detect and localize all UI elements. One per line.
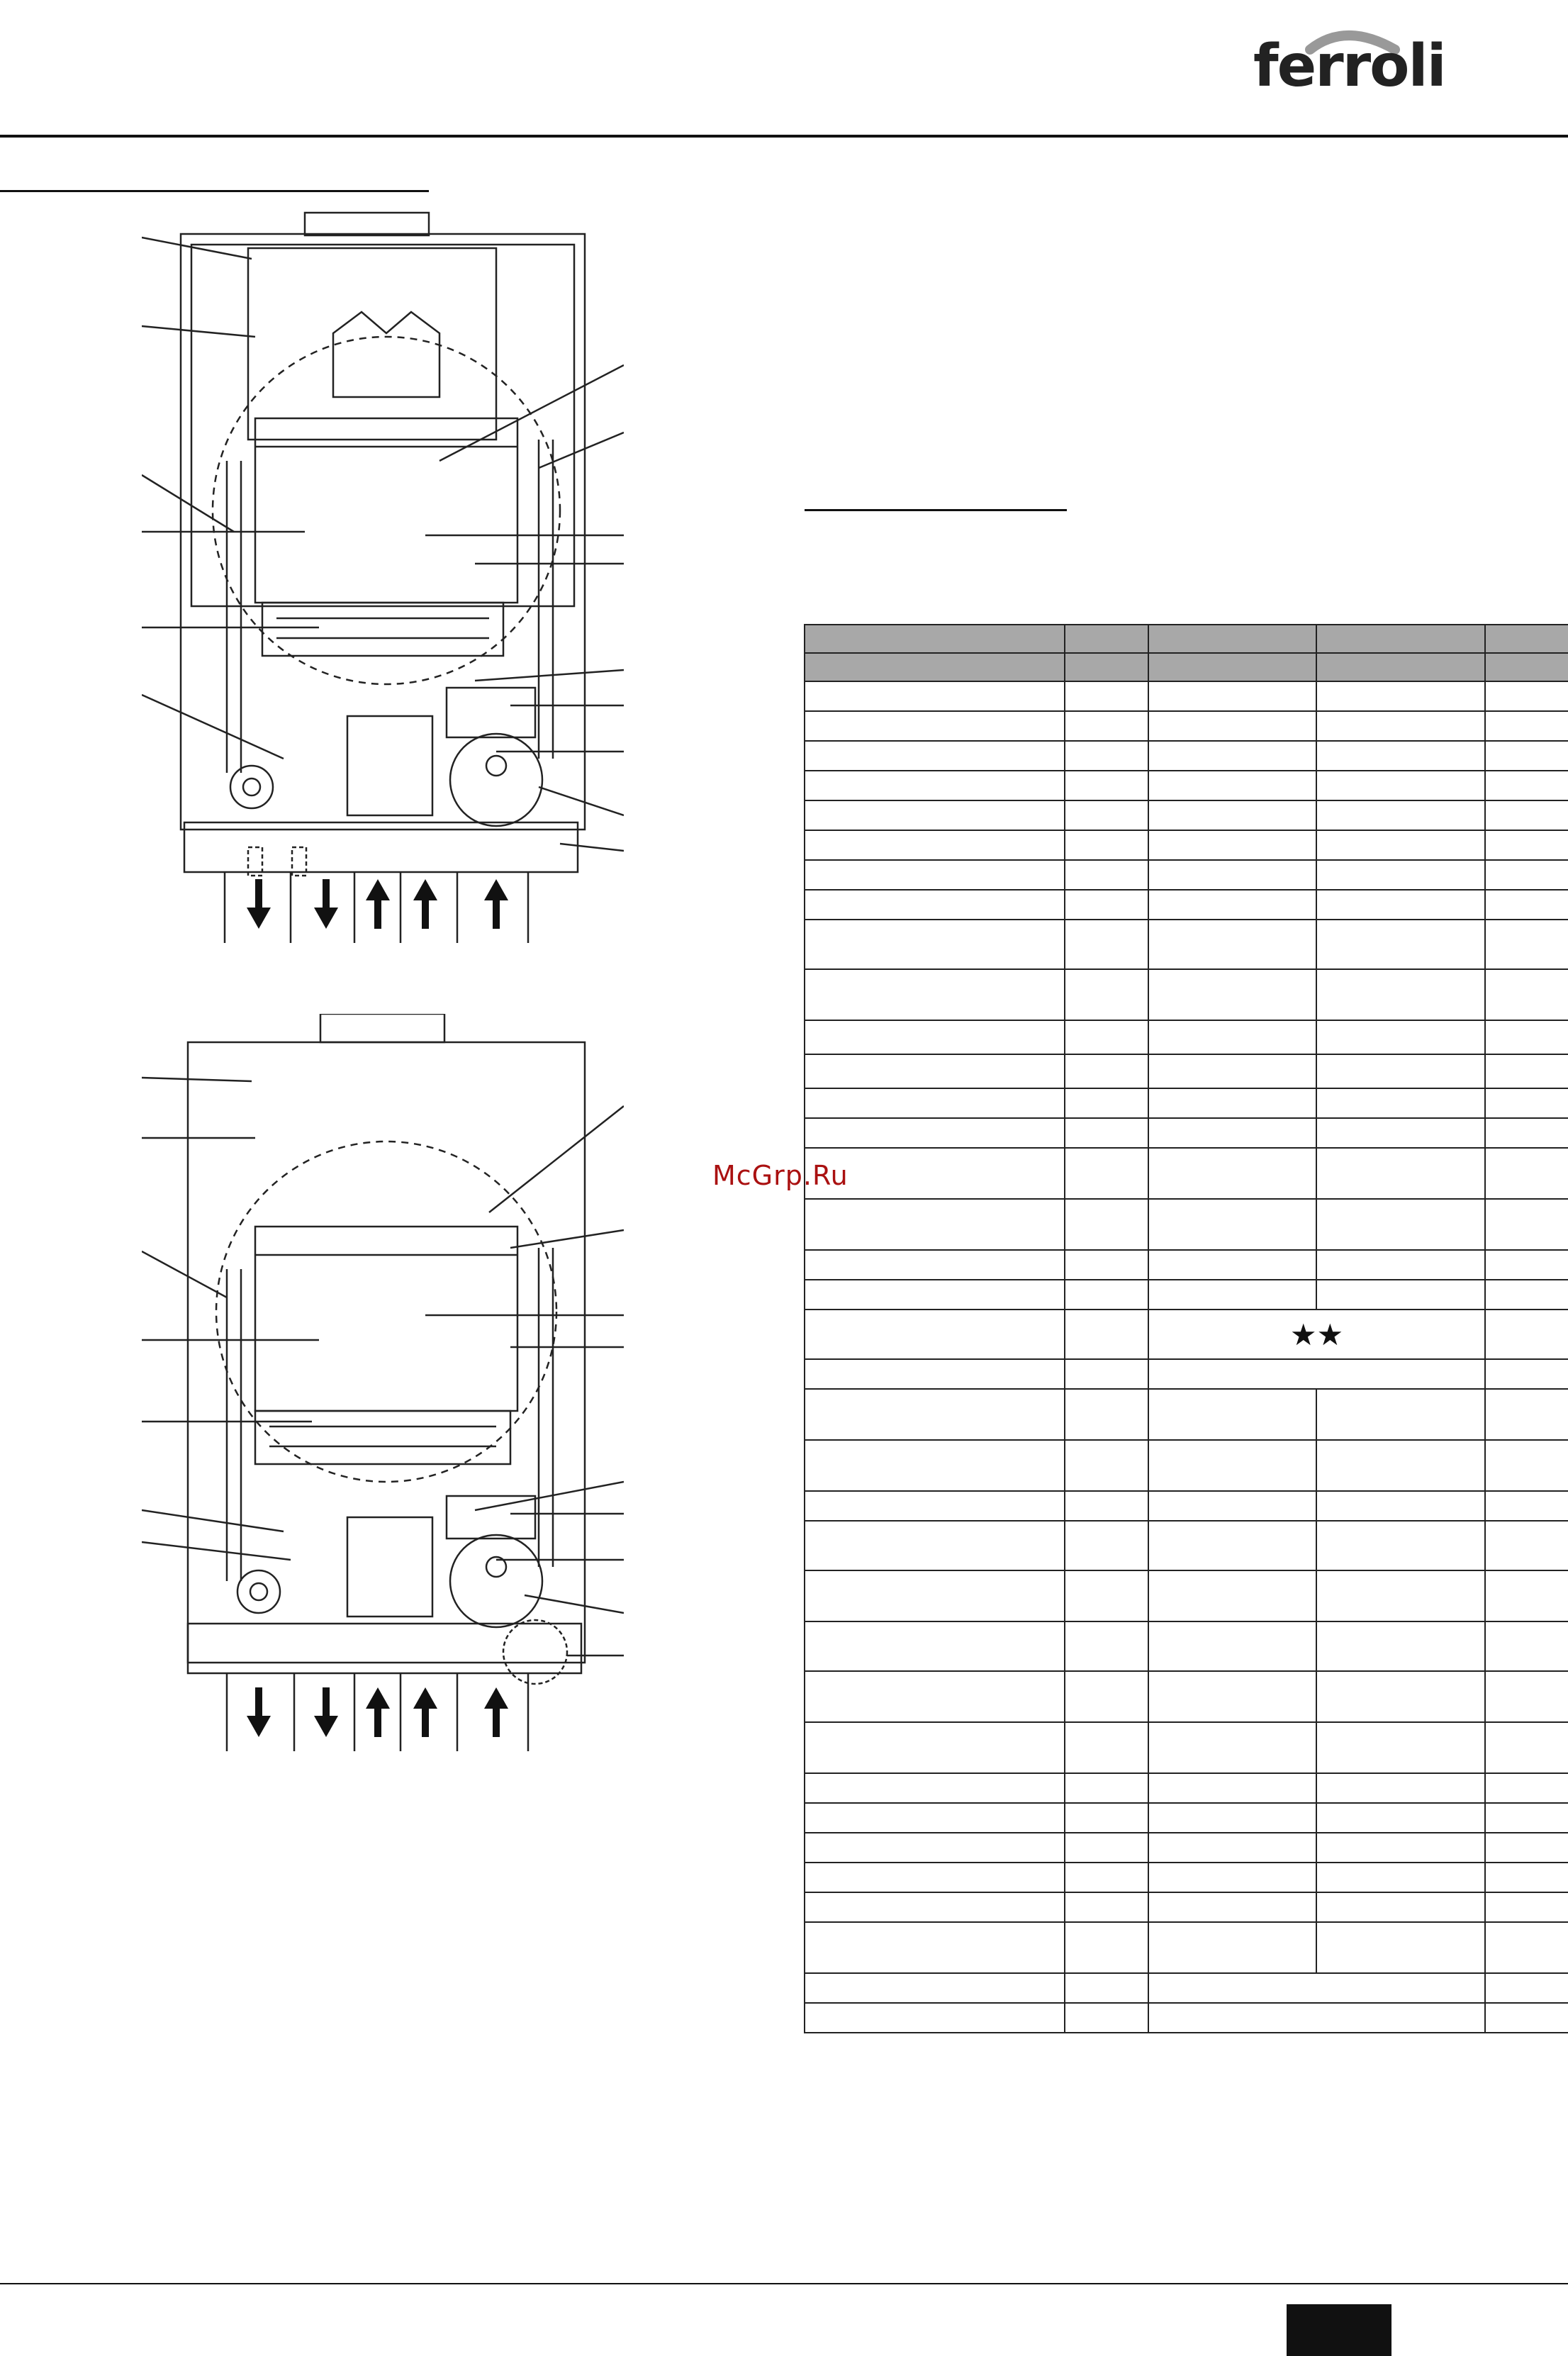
table-cell — [805, 1359, 1065, 1389]
table-cell — [805, 1020, 1065, 1054]
table-cell — [1485, 1359, 1568, 1389]
table-row — [805, 1054, 1568, 1088]
table-cell — [1485, 741, 1568, 771]
table-cell — [1065, 1722, 1148, 1773]
table-cell — [1485, 1892, 1568, 1922]
table-cell — [1316, 1803, 1485, 1833]
table-cell — [1485, 1250, 1568, 1280]
table-cell — [805, 1310, 1065, 1359]
table-cell — [1148, 1020, 1316, 1054]
table-cell — [1485, 1440, 1568, 1491]
table-cell — [1065, 1088, 1148, 1118]
table-cell — [1316, 1054, 1485, 1088]
table-cell — [1148, 1250, 1316, 1280]
table-cell — [1316, 830, 1485, 860]
table-cell — [1065, 1671, 1148, 1722]
table-cell — [1065, 741, 1148, 771]
table-cell — [1148, 1570, 1316, 1621]
table-cell — [1485, 800, 1568, 830]
table-cell — [1065, 711, 1148, 741]
boiler-diagram-lower — [142, 1014, 624, 1765]
table-cell — [1316, 1892, 1485, 1922]
table-cell — [805, 1088, 1065, 1118]
table-cell — [1148, 1310, 1485, 1359]
table-cell — [805, 1803, 1065, 1833]
table-cell — [1065, 1773, 1148, 1803]
table-cell — [1485, 1054, 1568, 1088]
table-cell — [1148, 1491, 1316, 1521]
arrow-down-icon — [314, 879, 338, 929]
table-cell — [1316, 1440, 1485, 1491]
table-cell — [1316, 625, 1485, 653]
table-cell — [1316, 1250, 1485, 1280]
table-cell — [1148, 1973, 1485, 2003]
table-cell — [1316, 1922, 1485, 1973]
table-row — [805, 1973, 1568, 2003]
table-cell — [1148, 1833, 1316, 1863]
table-cell — [1148, 1722, 1316, 1773]
table-row — [805, 1833, 1568, 1863]
table-cell — [1485, 2003, 1568, 2033]
table-cell — [1485, 1863, 1568, 1892]
table-cell — [1485, 1199, 1568, 1250]
table-row — [805, 1922, 1568, 1973]
table-cell — [805, 1521, 1065, 1570]
table-cell — [1148, 1280, 1316, 1310]
table-cell — [1065, 920, 1148, 969]
table-cell — [1065, 625, 1148, 653]
table-cell — [805, 1280, 1065, 1310]
table-cell — [1485, 1521, 1568, 1570]
table-cell — [1485, 681, 1568, 711]
table-cell — [1065, 1359, 1148, 1389]
table-cell — [805, 1833, 1065, 1863]
table-row — [805, 1491, 1568, 1521]
table-cell — [1148, 2003, 1485, 2033]
table-row — [805, 681, 1568, 711]
table-cell — [805, 1973, 1065, 2003]
table-cell — [1065, 1250, 1148, 1280]
table-cell — [1316, 1280, 1485, 1310]
table-row — [805, 2003, 1568, 2033]
table-cell — [1485, 1773, 1568, 1803]
table-cell — [1316, 890, 1485, 920]
table-row — [805, 969, 1568, 1020]
ferroli-logo — [1253, 28, 1445, 106]
table-cell — [1485, 771, 1568, 800]
table-cell — [1485, 1671, 1568, 1722]
table-cell — [805, 1671, 1065, 1722]
table-cell — [1065, 1863, 1148, 1892]
table-row — [805, 1892, 1568, 1922]
table-cell — [1148, 1054, 1316, 1088]
table-row — [805, 1389, 1568, 1440]
table-row — [805, 1440, 1568, 1491]
table-row — [805, 741, 1568, 771]
table-cell — [1148, 830, 1316, 860]
watermark-text: McGrp.Ru — [712, 1160, 849, 1191]
table-row — [805, 1280, 1568, 1310]
table-cell — [1316, 1020, 1485, 1054]
table-cell — [805, 1054, 1065, 1088]
table-cell — [805, 860, 1065, 890]
table-cell — [1148, 1671, 1316, 1722]
table-row — [805, 1118, 1568, 1148]
table-cell — [1316, 1491, 1485, 1521]
table-cell — [1148, 1088, 1316, 1118]
arrow-down-icon — [247, 879, 271, 929]
table-cell — [1485, 1621, 1568, 1671]
table-cell — [1485, 1088, 1568, 1118]
page-number-tab — [1287, 2304, 1391, 2356]
table-cell — [1485, 830, 1568, 860]
table-cell — [1316, 1621, 1485, 1671]
table-row — [805, 1621, 1568, 1671]
table-cell — [1065, 1491, 1148, 1521]
table-cell — [1065, 1892, 1148, 1922]
table-cell — [1148, 860, 1316, 890]
table-cell — [1065, 1803, 1148, 1833]
table-row — [805, 1020, 1568, 1054]
table-cell — [1485, 920, 1568, 969]
table-cell — [1148, 1389, 1316, 1440]
table-row — [805, 920, 1568, 969]
table-row — [805, 830, 1568, 860]
table-cell — [1485, 1803, 1568, 1833]
table-row — [805, 1803, 1568, 1833]
table-cell — [805, 830, 1065, 860]
table-cell — [805, 1389, 1065, 1440]
table-row — [805, 1773, 1568, 1803]
table-cell — [1148, 1440, 1316, 1491]
table-cell — [805, 969, 1065, 1020]
table-row — [805, 1199, 1568, 1250]
table-cell — [1148, 1621, 1316, 1671]
arrow-up-icon — [413, 879, 437, 929]
section-rule-right — [805, 509, 1067, 511]
table-cell — [1065, 1440, 1148, 1491]
table-cell — [1065, 890, 1148, 920]
table-cell — [1148, 625, 1316, 653]
table-cell — [1485, 1722, 1568, 1773]
arrow-up-icon — [366, 1687, 390, 1737]
table-cell — [1485, 969, 1568, 1020]
table-cell — [1316, 1722, 1485, 1773]
table-cell — [805, 1863, 1065, 1892]
table-cell — [1485, 890, 1568, 920]
table-cell — [1065, 800, 1148, 830]
table-cell — [1316, 1199, 1485, 1250]
logo-wordmark: ferroli — [1253, 33, 1445, 100]
table-cell — [1148, 711, 1316, 741]
table-cell — [1316, 653, 1485, 681]
table-cell — [1316, 1773, 1485, 1803]
spec-table — [804, 624, 1568, 2033]
table-cell — [1065, 681, 1148, 711]
table-cell — [805, 1570, 1065, 1621]
table-cell — [1065, 1020, 1148, 1054]
table-cell — [1485, 1020, 1568, 1054]
table-row — [805, 771, 1568, 800]
table-cell — [1316, 920, 1485, 969]
table-cell — [1485, 625, 1568, 653]
table-cell — [1148, 1521, 1316, 1570]
star-rating-icon: ★★ — [1289, 1317, 1344, 1352]
table-cell — [1148, 1922, 1316, 1973]
table-cell — [1316, 1671, 1485, 1722]
table-cell — [1148, 920, 1316, 969]
table-cell — [1148, 741, 1316, 771]
table-cell — [805, 1148, 1065, 1199]
table-cell — [1148, 890, 1316, 920]
table-row — [805, 625, 1568, 653]
table-cell — [1065, 1973, 1148, 2003]
table-cell — [1065, 771, 1148, 800]
table-cell — [1065, 1054, 1148, 1088]
table-cell — [1316, 1148, 1485, 1199]
table-cell — [1148, 681, 1316, 711]
table-cell — [1485, 1833, 1568, 1863]
table-cell — [1148, 1773, 1316, 1803]
table-cell — [1316, 1833, 1485, 1863]
table-cell — [1065, 830, 1148, 860]
table-row — [805, 890, 1568, 920]
table-cell — [1316, 860, 1485, 890]
table-row — [805, 1863, 1568, 1892]
table-row — [805, 711, 1568, 741]
table-cell — [805, 1118, 1065, 1148]
table-row — [805, 1310, 1568, 1359]
table-cell — [805, 1199, 1065, 1250]
table-cell — [805, 1922, 1065, 1973]
table-cell — [1316, 1521, 1485, 1570]
table-cell — [1485, 1148, 1568, 1199]
table-cell — [805, 1722, 1065, 1773]
arrow-up-icon — [484, 879, 508, 929]
table-row — [805, 800, 1568, 830]
table-cell — [1065, 1621, 1148, 1671]
table-cell — [805, 2003, 1065, 2033]
table-cell — [1485, 1389, 1568, 1440]
table-cell — [1065, 2003, 1148, 2033]
table-cell — [805, 1773, 1065, 1803]
arrow-up-icon — [484, 1687, 508, 1737]
table-cell — [1485, 1310, 1568, 1359]
table-cell — [1316, 711, 1485, 741]
table-cell — [805, 1621, 1065, 1671]
table-cell — [1065, 653, 1148, 681]
table-cell — [1316, 800, 1485, 830]
table-cell — [1316, 1118, 1485, 1148]
table-cell — [1316, 969, 1485, 1020]
table-cell — [1485, 1491, 1568, 1521]
header-rule — [0, 135, 1568, 138]
table-cell — [1148, 800, 1316, 830]
table-cell — [1485, 1570, 1568, 1621]
table-row — [805, 1671, 1568, 1722]
table-cell — [1065, 1310, 1148, 1359]
table-cell — [1065, 1389, 1148, 1440]
table-row — [805, 653, 1568, 681]
table-row — [805, 1722, 1568, 1773]
table-cell — [1316, 741, 1485, 771]
table-cell — [1065, 969, 1148, 1020]
table-cell — [805, 890, 1065, 920]
table-cell — [1065, 1148, 1148, 1199]
table-cell — [1148, 653, 1316, 681]
table-cell — [805, 625, 1065, 653]
table-cell — [1485, 1280, 1568, 1310]
table-cell — [1485, 711, 1568, 741]
table-cell — [1316, 1570, 1485, 1621]
table-row — [805, 1359, 1568, 1389]
table-cell — [805, 800, 1065, 830]
arrow-down-icon — [247, 1687, 271, 1737]
table-cell — [1316, 1863, 1485, 1892]
table-cell — [1485, 653, 1568, 681]
arrow-down-icon — [314, 1687, 338, 1737]
table-row — [805, 1570, 1568, 1621]
table-cell — [805, 771, 1065, 800]
table-cell — [1148, 969, 1316, 1020]
table-cell — [1148, 1892, 1316, 1922]
table-cell — [1485, 860, 1568, 890]
arrow-up-icon — [366, 879, 390, 929]
table-cell — [1485, 1922, 1568, 1973]
table-row — [805, 1250, 1568, 1280]
table-row — [805, 860, 1568, 890]
table-cell — [1065, 1833, 1148, 1863]
table-cell — [1316, 1088, 1485, 1118]
table-cell — [805, 1440, 1065, 1491]
table-cell — [805, 711, 1065, 741]
table-cell — [1065, 860, 1148, 890]
table-cell — [1148, 1359, 1485, 1389]
table-cell — [1148, 1118, 1316, 1148]
table-cell — [1316, 771, 1485, 800]
table-cell — [1148, 1803, 1316, 1833]
table-cell — [1065, 1280, 1148, 1310]
table-cell — [1065, 1199, 1148, 1250]
spec-table-body — [805, 625, 1568, 2033]
table-cell — [1485, 1118, 1568, 1148]
table-cell — [805, 741, 1065, 771]
table-cell — [1148, 1863, 1316, 1892]
table-cell — [1316, 1389, 1485, 1440]
table-row — [805, 1148, 1568, 1199]
section-rule-left — [0, 190, 429, 192]
table-cell — [805, 1250, 1065, 1280]
table-cell — [805, 681, 1065, 711]
table-cell — [1148, 1148, 1316, 1199]
table-cell — [805, 653, 1065, 681]
flow-arrows — [247, 1687, 508, 1737]
table-cell — [805, 1491, 1065, 1521]
table-cell — [805, 1892, 1065, 1922]
table-cell — [1065, 1570, 1148, 1621]
flow-arrows — [247, 879, 508, 929]
table-cell — [1148, 771, 1316, 800]
table-cell — [1065, 1922, 1148, 1973]
table-row — [805, 1521, 1568, 1570]
footer-rule — [0, 2283, 1568, 2284]
arrow-up-icon — [413, 1687, 437, 1737]
table-cell — [1316, 681, 1485, 711]
table-row — [805, 1088, 1568, 1118]
table-cell — [805, 920, 1065, 969]
table-cell — [1065, 1521, 1148, 1570]
boiler-diagram-upper — [142, 206, 624, 957]
table-cell — [1065, 1118, 1148, 1148]
table-cell — [1148, 1199, 1316, 1250]
table-cell — [1485, 1973, 1568, 2003]
